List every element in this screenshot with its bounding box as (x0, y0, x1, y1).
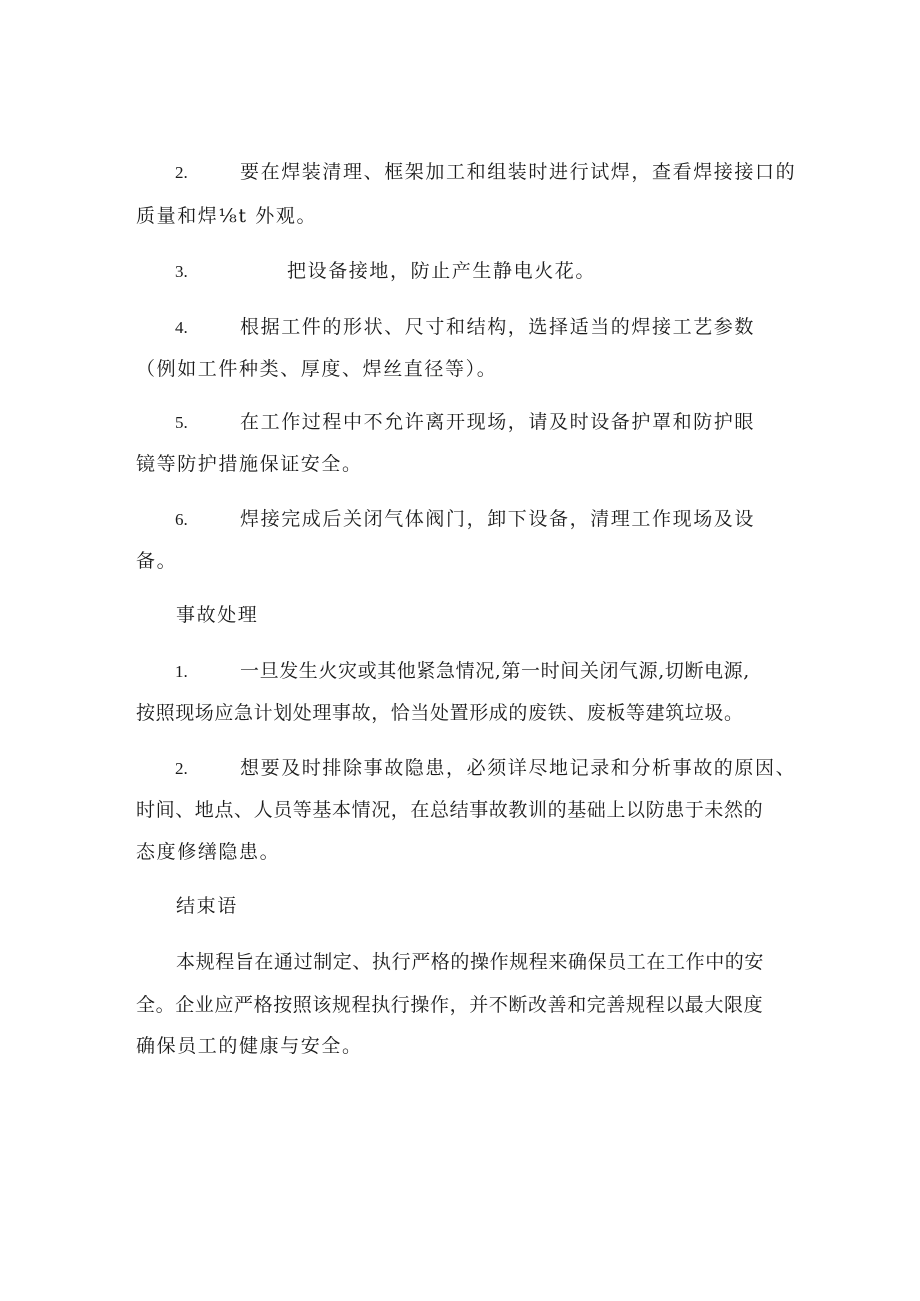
item-text-line: 根据工件的形状、尺寸和结构，选择适当的焊接工艺参数 (240, 316, 756, 338)
conclusion-text-line: 确保员工的健康与安全。 (136, 1035, 363, 1057)
conclusion-text-line: 本规程旨在通过制定、执行严格的操作规程来确保员工在工作中的安 (176, 951, 765, 973)
conclusion-text-line: 全。企业应严格按照该规程执行操作，并不断改善和完善规程以最大限度 (136, 994, 764, 1016)
item-text-line: 镜等防护措施保证安全。 (136, 453, 363, 475)
item-text-line: 按照现场应急计划处理事故，恰当处置形成的废铁、废板等建筑垃圾。 (136, 702, 744, 724)
item-text-line: 把设备接地，防止产生静电火花。 (287, 260, 597, 282)
item-number: 4. (175, 318, 188, 337)
item-number: 5. (175, 413, 188, 432)
item-number: 6. (175, 510, 188, 529)
item-text-line: 想要及时排除事故隐患，必须详尽地记录和分析事故的原因、 (240, 757, 797, 779)
item-text-line: 在工作过程中不允许离开现场，请及时设备护罩和防护眼 (240, 411, 756, 433)
item-text-line: 一旦发生火灾或其他紧急情况,第一时间关闭气源,切断电源, (240, 660, 750, 682)
item-text-line: 备。 (136, 550, 178, 572)
item-text-line: 焊接完成后关闭气体阀门，卸下设备，清理工作现场及设 (240, 508, 756, 530)
item-text-line: 态度修缮隐患。 (136, 841, 281, 863)
item-text-line: 要在焊装清理、框架加工和组装时进行试焊，查看焊接接口的 (240, 161, 797, 183)
section-heading-conclusion: 结束语 (176, 895, 238, 917)
section-heading-accident: 事故处理 (176, 604, 259, 626)
item-number: 2. (175, 163, 188, 182)
item-number: 2. (175, 759, 188, 778)
item-number: 1. (175, 662, 188, 681)
item-text-line: 时间、地点、人员等基本情况，在总结事故教训的基础上以防患于未然的 (136, 799, 764, 821)
item-text-line: 质量和焊⅛t 外观。 (136, 205, 318, 227)
item-text-line: （例如工件种类、厚度、焊丝直径等）。 (136, 358, 498, 380)
item-number: 3. (175, 262, 188, 281)
